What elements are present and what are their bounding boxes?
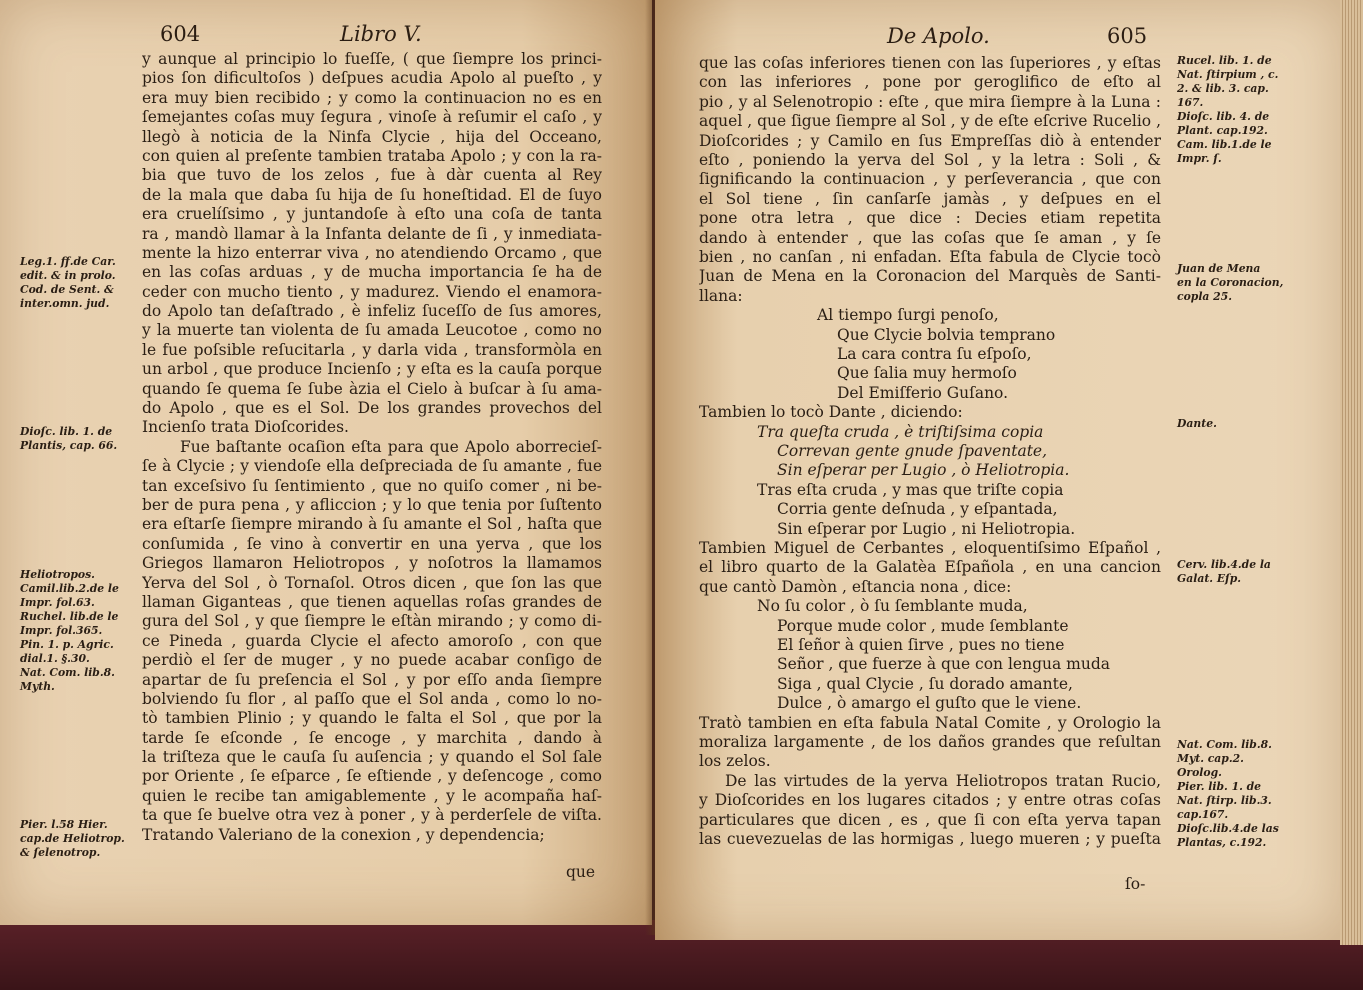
- margin-note-line: Galat. Eſp.: [1177, 572, 1242, 585]
- margin-note: [1177, 738, 1279, 850]
- verse-line: Corria gente deſnuda , y eſpantada,: [777, 500, 1058, 519]
- text-line: moraliza largamente , de los daños grandes que reſultan: [699, 732, 1161, 751]
- text-line: Juan de Mena en la Coronacion del Marquès de Santi-: [699, 267, 1161, 286]
- text-line: era cruelíſsimo , y juntandoſe à eſto una coſa de tanta: [142, 205, 602, 224]
- margin-note-line: Plantas, c.192.: [1177, 836, 1267, 849]
- text-line: llana:: [699, 286, 743, 305]
- right-page: [655, 0, 1343, 940]
- text-line: Tratò tambien en eſta fabula Natal Comite , y Orologio la: [699, 713, 1161, 732]
- page-number-right: 605: [1107, 24, 1148, 48]
- left-page: [0, 0, 652, 925]
- margin-note-line: Plantis, cap. 66.: [20, 439, 118, 452]
- text-line: de la mala que daba ſu hija de ſu honeſtidad. El de ſuyo: [142, 185, 602, 204]
- margin-note-line: dial.1. §.30.: [20, 652, 90, 665]
- margin-note-line: Orolog.: [1177, 766, 1222, 779]
- text-line: bolviendo ſu flor , al paſſo que el Sol anda , como lo no-: [142, 689, 602, 708]
- catchword-right: ſo-: [1125, 875, 1146, 893]
- verse-line: No ſu color , ò ſu ſemblante muda,: [757, 597, 1028, 616]
- text-line: un arbol , que produce Incienſo ; y eſta es la cauſa porque: [142, 360, 602, 379]
- verse-line: Correvan gente gnude ſpaventate,: [777, 441, 1048, 460]
- text-line: ta que ſe buelve otra vez à poner , y à perderſele de viſta.: [142, 806, 602, 825]
- text-line: ſemejantes coſas muy ſegura , vinoſe à reſumir el caſo , y: [142, 108, 602, 127]
- margin-note-line: inter.omn. jud.: [20, 297, 110, 310]
- catchword-left: que: [566, 863, 596, 881]
- margin-note-line: copla 25.: [1177, 290, 1232, 303]
- text-line: Griegos llamaron Heliotropos , y noſotros la llamamos: [142, 554, 602, 573]
- text-line: pio , y al Selenotropio : eſte , que mira ſiempre à la Luna :: [699, 92, 1161, 111]
- text-line: la triſteza que le cauſa ſu auſencia ; y quando el Sol ſale: [142, 748, 602, 767]
- margin-note-line: Impr. fol.63.: [20, 596, 95, 609]
- verse-line: La cara contra ſu eſpoſo,: [837, 344, 1032, 363]
- text-line: que cantò Damòn , eſtancia nona , dice:: [699, 577, 1012, 596]
- margin-note-line: Myt. cap.2.: [1177, 752, 1244, 765]
- text-line: tan exceſsivo ſu ſentimiento , que no quiſo comer , ni be-: [142, 476, 602, 495]
- margin-note: [1177, 417, 1217, 431]
- margin-note: [1177, 262, 1283, 304]
- text-line: el Sol tiene , ſin canſarſe jamàs , y deſpues en el: [699, 189, 1161, 208]
- text-line: aquel , que ſigue ſiempre al Sol , y de eſte eſcrive Rucelio ,: [699, 112, 1161, 131]
- verse-line: Porque mude color , mude ſemblante: [777, 616, 1069, 635]
- page-edges: [1340, 0, 1363, 945]
- text-line: era eſtarſe ſiempre mirando à ſu amante el Sol , haſta que: [142, 515, 602, 534]
- text-line: las cuevezuelas de las hormigas , luego mueren ; y pueſta: [699, 829, 1161, 848]
- right-text-block: [699, 54, 1161, 849]
- margin-note-line: Rucel. lib. 1. de: [1177, 54, 1272, 67]
- text-line: do Apolo , que es el Sol. De los grandes provechos del: [142, 399, 602, 418]
- text-line: con quien al preſente tambien trataba Apolo ; y con la ra-: [142, 146, 602, 165]
- text-line: ber de pura pena , y afliccion ; y lo que tenia por ſuſtento: [142, 496, 602, 514]
- text-line: pone otra letra , que dice : Decies etiam repetita: [699, 209, 1161, 228]
- verse-line: Sin eſperar por Lugio , ni Heliotropia.: [777, 519, 1076, 538]
- margin-note-line: en la Coronacion,: [1177, 276, 1284, 289]
- margin-note-line: Pier. l.58 Hier.: [20, 818, 108, 831]
- margin-note-line: Dioſc. lib. 1. de: [20, 425, 113, 438]
- margin-note-line: Ruchel. lib.de le: [20, 610, 119, 623]
- text-line: el libro quarto de la Galatèa Eſpañola , en una cancion: [699, 558, 1161, 577]
- margin-note-line: Juan de Mena: [1177, 262, 1261, 275]
- text-line: con las inferiores , pone por geroglifico de eſto al: [699, 73, 1161, 92]
- text-line: quando ſe quema ſe ſube àzia el Cielo à buſcar à ſu ama-: [142, 379, 602, 398]
- text-line: tarde ſe eſconde , ſe encoge , y marchita , dando à: [142, 728, 602, 747]
- margin-note-line: Heliotropos.: [20, 568, 95, 581]
- running-header-left: Libro V.: [340, 22, 422, 46]
- margin-note-line: Cod. de Sent. &: [20, 283, 114, 296]
- margin-note-line: cap.de Heliotrop.: [20, 832, 125, 845]
- verse-line: Dulce , ò amargo el guſto que le viene.: [777, 694, 1082, 713]
- text-line: bia que tuvo de los zelos , fue à dàr cuenta al Rey: [142, 166, 602, 185]
- margin-note-line: Dioſc.lib.4.de las: [1177, 822, 1279, 835]
- text-line: era muy bien recibido ; y como la continuacion no es en: [142, 88, 602, 107]
- margin-note-line: Dioſc. lib. 4. de: [1177, 110, 1270, 123]
- margin-note-line: 167.: [1177, 96, 1204, 109]
- text-line: Incienſo trata Dioſcorides.: [142, 418, 349, 437]
- margin-note-line: edit. & in prolo.: [20, 269, 116, 282]
- margin-note: [20, 255, 116, 311]
- margin-note: [20, 425, 117, 453]
- margin-note-line: & ſelenotrop.: [20, 846, 101, 859]
- text-line: pios ſon dificultoſos ) deſpues acudia Apolo al pueſto , y: [142, 69, 602, 88]
- margin-note-line: Camil.lib.2.de le: [20, 582, 119, 595]
- text-line: Tambien Miguel de Cerbantes , eloquentiſsimo Eſpañol ,: [699, 538, 1161, 557]
- verse-line: Al tiempo ſurgi penoſo,: [817, 306, 999, 325]
- text-line: llegò à noticia de la Ninfa Clycie , hija del Occeano,: [142, 127, 602, 146]
- running-header-right: De Apolo.: [887, 24, 990, 48]
- text-line: tò tambien Plinio ; y quando le falta el Sol , que por la: [142, 709, 602, 728]
- margin-note-line: Myth.: [20, 680, 55, 693]
- margin-note-line: Nat. Com. lib.8.: [20, 666, 115, 679]
- text-line: quien le recibe tan amigablemente , y le acompaña haſ-: [142, 786, 602, 805]
- page-number-left: 604: [160, 22, 201, 46]
- text-line: De las virtudes de la yerva Heliotropos tratan Rucio,: [725, 771, 1161, 790]
- text-line: ra , mandò llamar à la Infanta delante de ſi , y inmediata-: [142, 224, 602, 243]
- text-line: do Apolo tan deſaſtrado , è infeliz ſuceſſo de ſus amores,: [142, 302, 602, 321]
- text-line: Tratando Valeriano de la conexion , y dependencia;: [142, 825, 545, 844]
- left-text-block: [142, 50, 602, 845]
- text-line: eſto , poniendo la yerva del Sol , y la letra : Soli , &: [699, 150, 1161, 169]
- text-line: Fue baſtante ocaſion eſta para que Apolo aborrecieſ-: [180, 437, 602, 456]
- text-line: apartar de ſu preſencia el Sol , y por eſſo anda ſiempre: [142, 670, 602, 689]
- verse-line: Señor , que fuerze à que con lengua muda: [777, 655, 1110, 674]
- text-line: ſignificando la continuacion , y perſeverancia , que con: [699, 170, 1161, 189]
- verse-line: Que Clycie bolvia temprano: [837, 325, 1056, 344]
- verse-line: Que ſalia muy hermoſo: [837, 364, 1017, 383]
- margin-note-line: Nat. ſtirpium , c.: [1177, 68, 1279, 81]
- text-line: y la muerte tan violenta de ſu amada Leucotoe , como no: [142, 321, 602, 340]
- text-line: y Dioſcorides en los lugares citados ; y entre otras coſas: [699, 791, 1161, 810]
- verse-line: Tras eſta cruda , y mas que triſte copia: [757, 480, 1064, 499]
- text-line: y aunque al principio lo fueſſe, ( que ſiempre los princi-: [142, 50, 602, 68]
- margin-note-line: Nat. ſtirp. lib.3.: [1177, 794, 1272, 807]
- margin-note-line: cap.167.: [1177, 808, 1229, 821]
- text-line: dando à entender , que las coſas que ſe aman , y ſe: [699, 228, 1161, 247]
- text-line: ſe à Clycie ; y viendoſe ella deſpreciada de ſu amante , fue: [142, 457, 602, 476]
- text-line: los zelos.: [699, 752, 771, 771]
- margin-note-line: Pin. 1. p. Agric.: [20, 638, 114, 651]
- margin-note-line: Impr. ſ.: [1177, 152, 1222, 165]
- text-line: le fue poſsible reſucitarla , y darla vida , transformòla en: [142, 340, 602, 359]
- verse-line: Tra queſta cruda , è triſtiſsima copia: [757, 422, 1044, 441]
- margin-note: [1177, 558, 1271, 586]
- margin-note-line: Plant. cap.192.: [1177, 124, 1268, 137]
- verse-line: Sin eſperar per Lugio , ò Heliotropia.: [777, 461, 1070, 480]
- text-line: ce Pineda , guarda Clycie el afecto amoroſo , con que: [142, 631, 602, 650]
- verse-line: Del Emiſferio Guſano.: [837, 383, 1009, 402]
- margin-note-line: Impr. fol.365.: [20, 624, 103, 637]
- text-line: Yerva del Sol , ò Tornaſol. Otros dicen , que ſon las que: [142, 573, 602, 592]
- margin-note-line: Leg.1. ff.de Car.: [20, 255, 116, 268]
- margin-note: [20, 818, 125, 860]
- text-line: gura del Sol , y que ſiempre le eſtàn mirando ; y como di-: [142, 612, 602, 631]
- text-line: particulares que dicen , es , que ſi con eſta yerva tapan: [699, 810, 1161, 829]
- text-line: llaman Giganteas , que tienen aquellas roſas grandes de: [142, 592, 602, 611]
- margin-note: [1177, 54, 1278, 166]
- text-line: ceder con mucho tiento , y madurez. Viendo el enamora-: [142, 282, 602, 301]
- margin-note-line: Dante.: [1177, 417, 1217, 430]
- text-line: perdiò el ſer de muger , y no puede acabar conſigo de: [142, 651, 602, 670]
- margin-note-line: Cam. lib.1.de le: [1177, 138, 1272, 151]
- text-line: en las coſas arduas , y de mucha importancia ſe ha de: [142, 263, 602, 282]
- margin-note-line: 2. & lib. 3. cap.: [1177, 82, 1269, 95]
- text-line: bien , no canſan , ni enfadan. Eſta fabula de Clycie tocò: [699, 247, 1161, 266]
- margin-note-line: Pier. lib. 1. de: [1177, 780, 1262, 793]
- verse-line: Siga , qual Clycie , ſu dorado amante,: [777, 674, 1073, 693]
- verse-line: El ſeñor à quien ſirve , pues no tiene: [777, 635, 1065, 654]
- text-line: Dioſcorides ; y Camilo en ſus Empreſſas diò à entender: [699, 131, 1161, 150]
- margin-note-line: Cerv. lib.4.de la: [1177, 558, 1271, 571]
- text-line: Tambien lo tocò Dante , diciendo:: [699, 403, 963, 422]
- margin-note: [20, 568, 119, 694]
- text-line: que las coſas inferiores tienen con las ſuperiores , y eſtas: [699, 54, 1161, 72]
- text-line: por Oriente , ſe eſparce , ſe eſtiende , y deſencoge , como: [142, 767, 602, 786]
- text-line: mente la hizo enterrar viva , no atendiendo Orcamo , que: [142, 243, 602, 262]
- text-line: conſumida , ſe vino à convertir en una yerva , que los: [142, 534, 602, 553]
- margin-note-line: Nat. Com. lib.8.: [1177, 738, 1272, 751]
